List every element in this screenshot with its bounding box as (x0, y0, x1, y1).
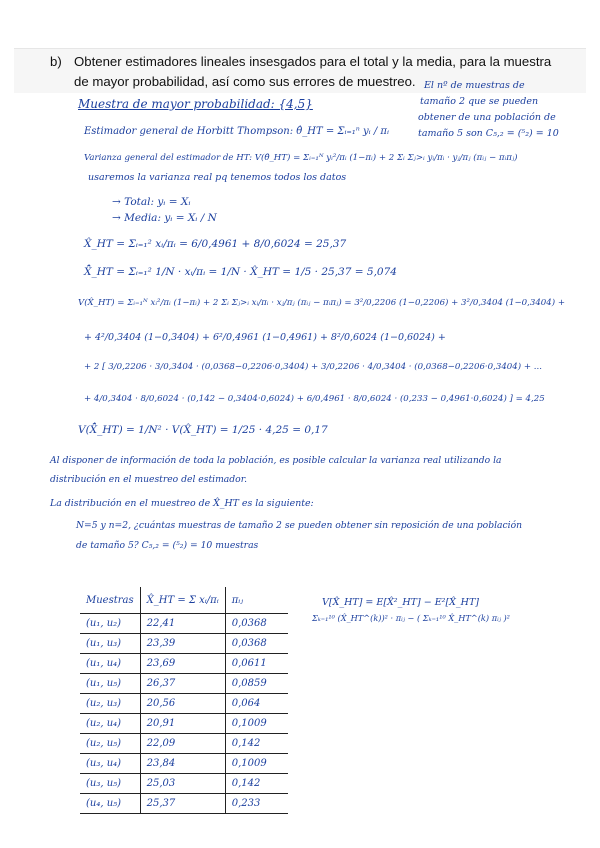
paragraph-1-line-2: distribución en el muestreo del estimador. (50, 474, 247, 485)
cell-sample: (u₃, u₅) (80, 774, 140, 794)
table-row (80, 794, 288, 814)
calc-media: X̄̂_HT = Σᵢ₌₁² 1/N · xᵢ/πᵢ = 1/N · X̂_HT = 1/5 · 25,37 = 5,074 (84, 266, 397, 278)
cell-estimate: 23,39 (140, 634, 225, 654)
header-estimator: X̂_HT = Σ xᵢ/πᵢ (140, 587, 225, 614)
table-row (80, 614, 288, 634)
table-header-row (80, 587, 288, 614)
table-row (80, 774, 288, 794)
use-real-variance-note: usaremos la varianza real pq tenemos todos los datos (88, 172, 347, 183)
question-label: b) (50, 54, 62, 69)
cell-sample: (u₃, u₄) (80, 754, 140, 774)
cell-pi-ij: 0,1009 (225, 754, 288, 774)
cell-estimate: 22,41 (140, 614, 225, 634)
samples-table (80, 587, 288, 814)
paragraph-2: La distribución en el muestreo de X̂_HT es la siguiente: (50, 498, 314, 509)
cell-pi-ij: 0,142 (225, 734, 288, 754)
paragraph-3-line-1: N=5 y n=2, ¿cuántas muestras de tamaño 2 se pueden obtener sin reposición de una población (76, 520, 523, 531)
paragraph-1-line-1: Al disponer de información de toda la población, es posible calcular la varianza real utilizando la (50, 455, 502, 466)
heading-sample: Muestra de mayor probabilidad: {4,5} (78, 97, 313, 111)
cell-sample: (u₄, u₅) (80, 794, 140, 814)
table-row (80, 754, 288, 774)
side-note-line-2: tamaño 2 que se pueden (420, 96, 539, 107)
table-row (80, 674, 288, 694)
cell-pi-ij: 0,064 (225, 694, 288, 714)
cell-estimate: 26,37 (140, 674, 225, 694)
cell-sample: (u₁, u₄) (80, 654, 140, 674)
cell-pi-ij: 0,0859 (225, 674, 288, 694)
cell-estimate: 20,91 (140, 714, 225, 734)
table-row (80, 634, 288, 654)
variance-right-line-2: Σₖ₌₁¹⁰ (X̂_HT^(k))² · πᵢⱼ − ( Σₖ₌₁¹⁰ X̂_HT^(k) πᵢⱼ )² (312, 613, 510, 623)
cell-estimate: 23,69 (140, 654, 225, 674)
media-definition: → Media: yᵢ = Xᵢ / N (112, 212, 217, 224)
cell-estimate: 23,84 (140, 754, 225, 774)
variance-line-3: + 2 [ 3/0,2206 · 3/0,3404 · (0,0368−0,2206·0,3404) + 3/0,2206 · 4/0,3404 · (0,0368−0,2206·0,3404) + ... (84, 362, 542, 372)
side-note-line-4: tamaño 5 son C₅,₂ = (⁵₂) = 10 (418, 128, 559, 139)
cell-pi-ij: 0,0611 (225, 654, 288, 674)
cell-sample: (u₂, u₅) (80, 734, 140, 754)
cell-pi-ij: 0,233 (225, 794, 288, 814)
calc-total: X̂_HT = Σᵢ₌₁² xᵢ/πᵢ = 6/0,4961 + 8/0,6024 = 25,37 (84, 238, 347, 250)
cell-sample: (u₁, u₃) (80, 634, 140, 654)
ht-general-estimator: Estimador general de Horbitt Thompson: θ̂_HT = Σᵢ₌₁ⁿ yᵢ / πᵢ (84, 126, 389, 137)
cell-pi-ij: 0,142 (225, 774, 288, 794)
side-note-line-3: obtener de una población de (418, 112, 556, 123)
cell-estimate: 25,37 (140, 794, 225, 814)
table-row (80, 694, 288, 714)
variance-general: Varianza general del estimador de HT: V(θ̂_HT) = Σᵢ₌₁ᴺ yᵢ²/πᵢ (1−πᵢ) + 2 Σᵢ Σⱼ>ᵢ yᵢ/πᵢ · yⱼ/πⱼ (πᵢⱼ − πᵢπⱼ) (84, 153, 518, 163)
cell-pi-ij: 0,0368 (225, 614, 288, 634)
cell-sample: (u₁, u₂) (80, 614, 140, 634)
cell-estimate: 22,09 (140, 734, 225, 754)
cell-estimate: 20,56 (140, 694, 225, 714)
question-text: Obtener estimadores lineales insesgados para el total y la media, para la muestra de mayor probabilidad, así como sus errores de muestreo. (74, 54, 552, 89)
cell-sample: (u₂, u₃) (80, 694, 140, 714)
cell-sample: (u₁, u₅) (80, 674, 140, 694)
cell-pi-ij: 0,1009 (225, 714, 288, 734)
variance-media: V(X̄̂_HT) = 1/N² · V(X̂_HT) = 1/25 · 4,25 = 0,17 (78, 424, 328, 436)
header-pi-ij: πᵢⱼ (225, 587, 288, 614)
total-definition: → Total: yᵢ = Xᵢ (112, 196, 191, 208)
variance-right-line-1: V[X̂_HT] = E[X̂²_HT] − E²[X̂_HT] (322, 597, 479, 608)
side-note-line-1: El nº de muestras de (424, 80, 525, 91)
variance-line-1: V(X̂_HT) = Σᵢ₌₁ᴺ xᵢ²/πᵢ (1−πᵢ) + 2 Σᵢ Σⱼ>ᵢ xᵢ/πᵢ · xⱼ/πⱼ (πᵢⱼ − πᵢπⱼ) = 3²/0,2206 (1−0,2206) + 3²/0,3404 (1−0,3404) + (78, 298, 566, 308)
variance-line-2: + 4²/0,3404 (1−0,3404) + 6²/0,4961 (1−0,4961) + 8²/0,6024 (1−0,6024) + (84, 332, 446, 343)
cell-pi-ij: 0,0368 (225, 634, 288, 654)
paragraph-3-line-2: de tamaño 5? C₅,₂ = (⁵₂) = 10 muestras (76, 540, 259, 551)
table-row (80, 734, 288, 754)
cell-estimate: 25,03 (140, 774, 225, 794)
table-row (80, 714, 288, 734)
samples-table-wrap (80, 587, 288, 814)
cell-sample: (u₂, u₄) (80, 714, 140, 734)
header-samples: Muestras (80, 587, 140, 614)
table-row (80, 654, 288, 674)
variance-line-4: + 4/0,3404 · 8/0,6024 · (0,142 − 0,3404·0,6024) + 6/0,4961 · 8/0,6024 · (0,233 − 0,4961·0,6024) ] = 4,25 (84, 394, 545, 404)
